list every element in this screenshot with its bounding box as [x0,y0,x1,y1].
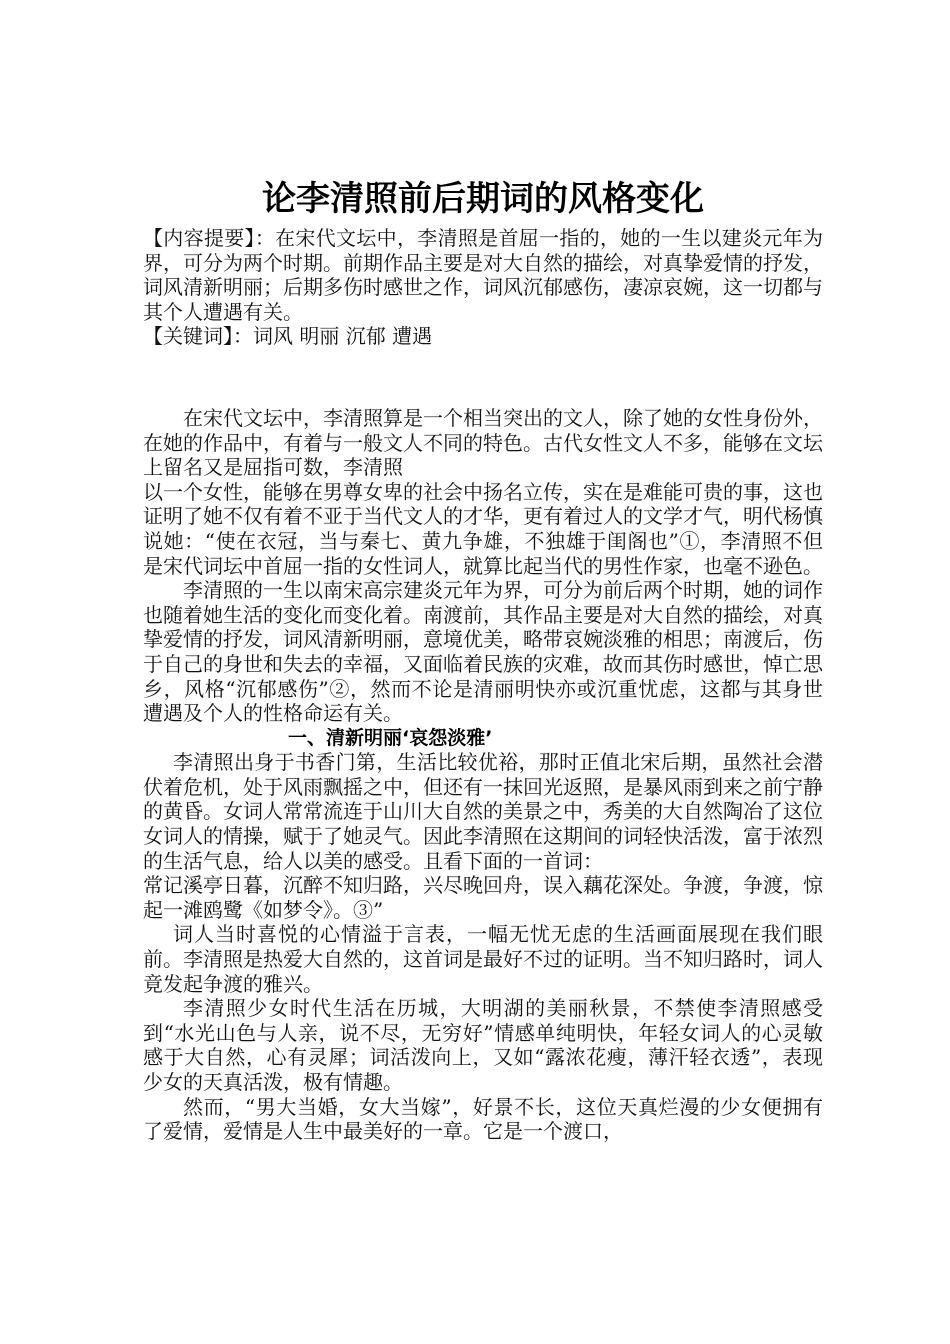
body-paragraph: 李清照的一生以南宋高宗建炎元年为界，可分为前后两个时期，她的词作也随着她生活的变化而变化着。南渡前，其作品主要是对大自然的描绘，对真挚爱情的抒发，词风清新明丽，意境优美，略带哀婉淡雅的相思；南渡后，伤于自己的身世和失去的幸福，又面临着民族的灾难，故而其伤时感世，悼亡思乡，风格“沉郁感伤”②，然而不论是清丽明快亦或沉重忧虑，这都与其身世遭遇及个人的性格命运有关。 [143,578,823,726]
section-heading: 一、清新明丽‘哀怨淡雅’ [288,726,493,749]
abstract: 【内容提要】：在宋代文坛中，李清照是首屈一指的，她的一生以建炎元年为界，可分为两个时期。前期作品主要是对大自然的描绘，对真挚爱情的抒发，词风清新明丽；后期多伤时感世之作，词风沉郁感伤，凄凉哀婉，这一切都与其个人遭遇有关。 [143,226,823,324]
body-paragraph: 李清照少女时代生活在历城，大明湖的美丽秋景，不禁使李清照感受到“水光山色与人亲，说不尽，无穷好”情感单纯明快，年轻女词人的心灵敏感于大自然，心有灵犀；词活泼向上，又如“露浓花瘦，薄汗轻衣透”，表现少女的天真活泼，极有情趣。 [143,996,823,1094]
document-body [143,172,823,1144]
spacer [143,349,823,406]
keywords: 【关键词】：词风 明丽 沉郁 遭遇 [143,324,433,349]
body-paragraph: 李清照出身于书香门第，生活比较优裕，那时正值北宋后期，虽然社会潜伏着危机，处于风雨飘摇之中，但还有一抹回光返照，是暴风雨到来之前宁静的黄昏。女词人常常流连于山川大自然的美景之中，秀美的大自然陶冶了这位女词人的情操，赋于了她灵气。因此李清照在这期间的词轻快活泼，富于浓烈的生活气息，给人以美的感受。且看下面的一首词： [143,750,823,873]
body-paragraph: 然而，“男大当婚，女大当嫁”，好景不长，这位天真烂漫的少女便拥有了爱情，爱情是人生中最美好的一章。它是一个渡口， [143,1094,823,1144]
document-title: 论李清照前后期词的风格变化 [262,179,704,219]
body-paragraph: 以一个女性，能够在男尊女卑的社会中扬名立传，实在是难能可贵的事，这也证明了她不仅有着不亚于当代文人的才华，更有着过人的文学才气，明代杨慎说她：“使在衣冠，当与秦七、黄九争雄，不独雄于闺阁也”①，李清照不但是宋代词坛中首屈一指的女性词人，就算比起当代的男性作家，也毫不逊色。 [143,479,823,578]
body-paragraph: 词人当时喜悦的心情溢于言表，一幅无忧无虑的生活画面展现在我们眼前。李清照是热爱大自然的，这首词是最好不过的证明。当不知归路时，词人竟发起争渡的雅兴。 [143,922,823,996]
poem-quote: 常记溪亭日暮，沉醉不知归路，兴尽晚回舟，误入藕花深处。争渡，争渡，惊起一滩鸥鹭《如梦令》。③” [143,873,823,922]
body-paragraph: 在宋代文坛中，李清照算是一个相当突出的文人，除了她的女性身份外，在她的作品中，有着与一般文人不同的特色。古代女性文人不多，能够在文坛上留名又是屈指可数，李清照 [143,405,823,480]
